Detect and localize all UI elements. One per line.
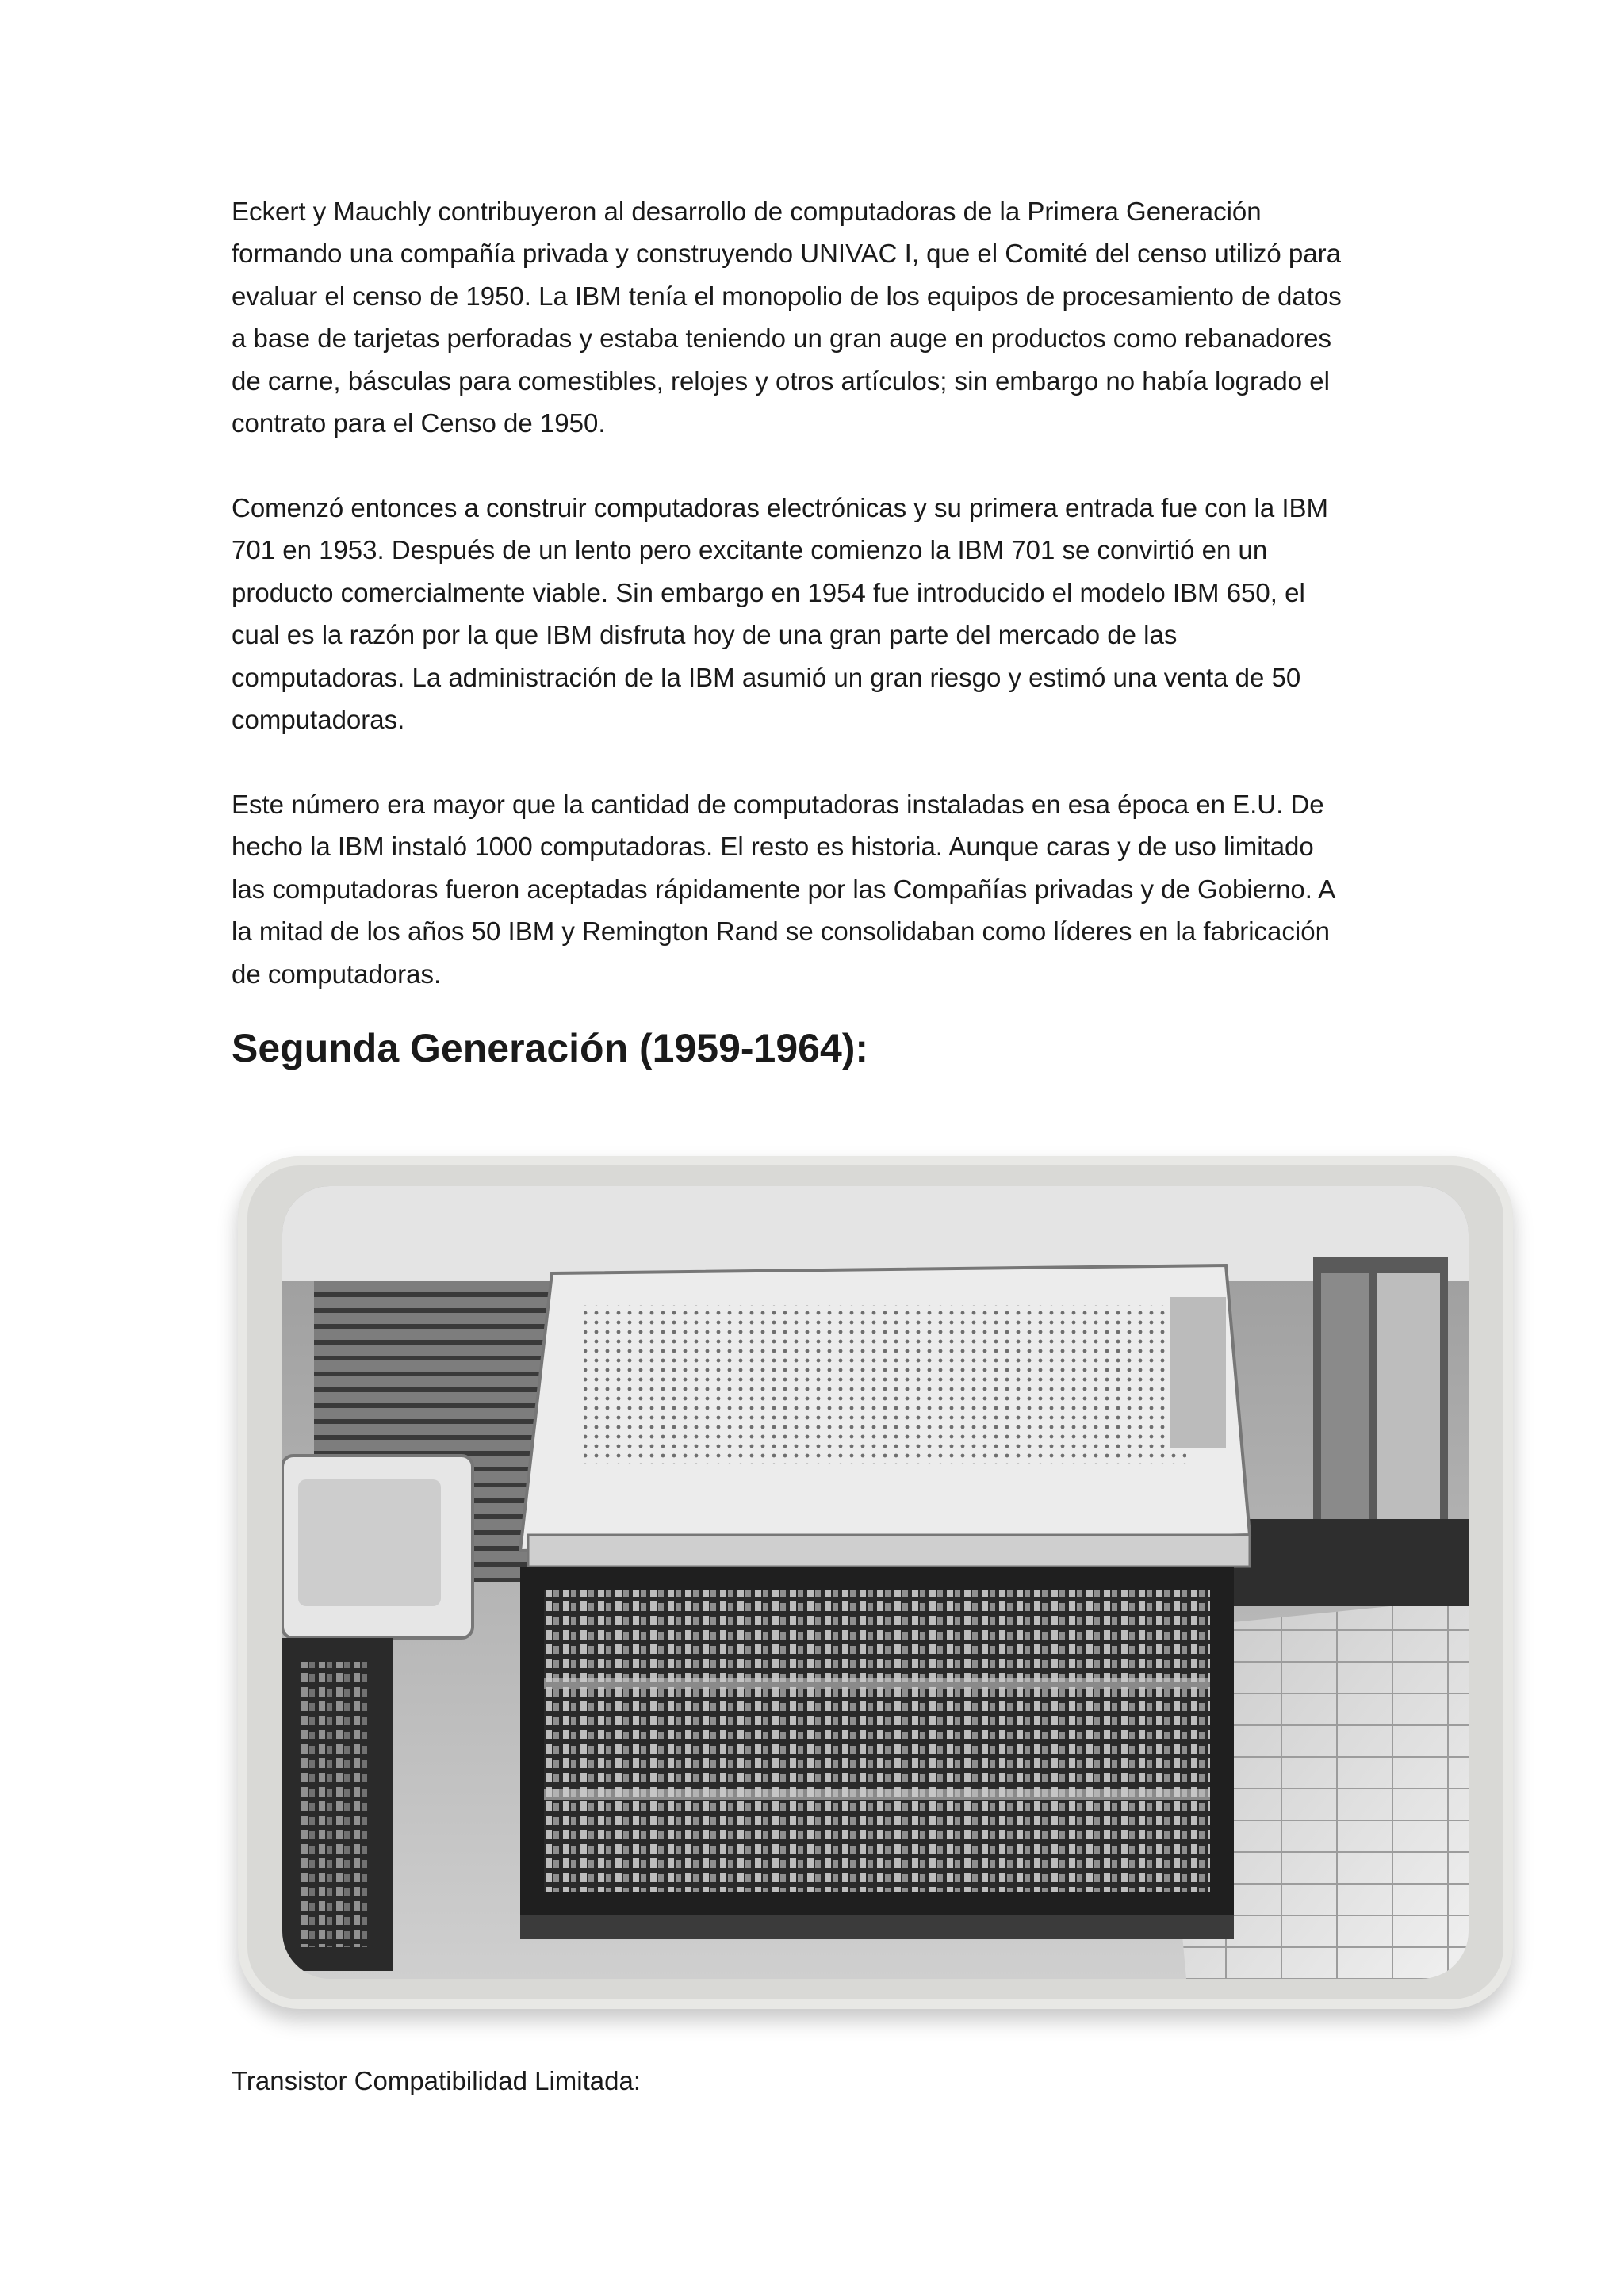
computer-photo-frame (238, 1156, 1513, 2009)
caption-transistor: Transistor Compatibilidad Limitada: (232, 2066, 641, 2095)
paragraph-ibm-701: Comenzó entonces a construir computadoras electrónicas y su primera entrada fue con la IBM 701 en 1953. Después de un lento pero excitante comienzo la IBM 701 se convirtió en un producto comercialmente viable. Sin embargo en 1954 fue introducido el modelo IBM 650, el cual es la razón por la que IBM disfruta hoy de una gran parte del mercado de las computadoras. La administración de la IBM asumió un gran riesgo y estimó una venta de 50 computadoras. (232, 493, 1329, 735)
section-heading-segunda-generacion: Segunda Generación (1959-1964): (232, 1026, 869, 1070)
mainframe-computer-photo (282, 1186, 1469, 1979)
paragraph-primera-generacion: Eckert y Mauchly contribuyeron al desarrollo de computadoras de la Primera Generación formando una compañía privada y construyendo UNIVAC I, que el Comité del censo utilizó para evaluar el censo de 1950. La IBM tenía el monopolio de los equipos de procesamiento de datos a base de tarjetas perforadas y estaba teniendo un gran auge en productos como rebanadores de carne, básculas para comestibles, relojes y otros artículos; sin embargo no había logrado el contrato para el Censo de 1950. (232, 197, 1342, 438)
paragraph-ibm-instalacion: Este número era mayor que la cantidad de computadoras instaladas en esa época en E.U. De hecho la IBM instaló 1000 computadoras. El resto es historia. Aunque caras y de uso limitado las computadoras fueron aceptadas rápidamente por las Compañías privadas y de Gobierno. A la mitad de los años 50 IBM y Remington Rand se consolidaban como líderes en la fabricación de computadoras. (232, 790, 1336, 989)
